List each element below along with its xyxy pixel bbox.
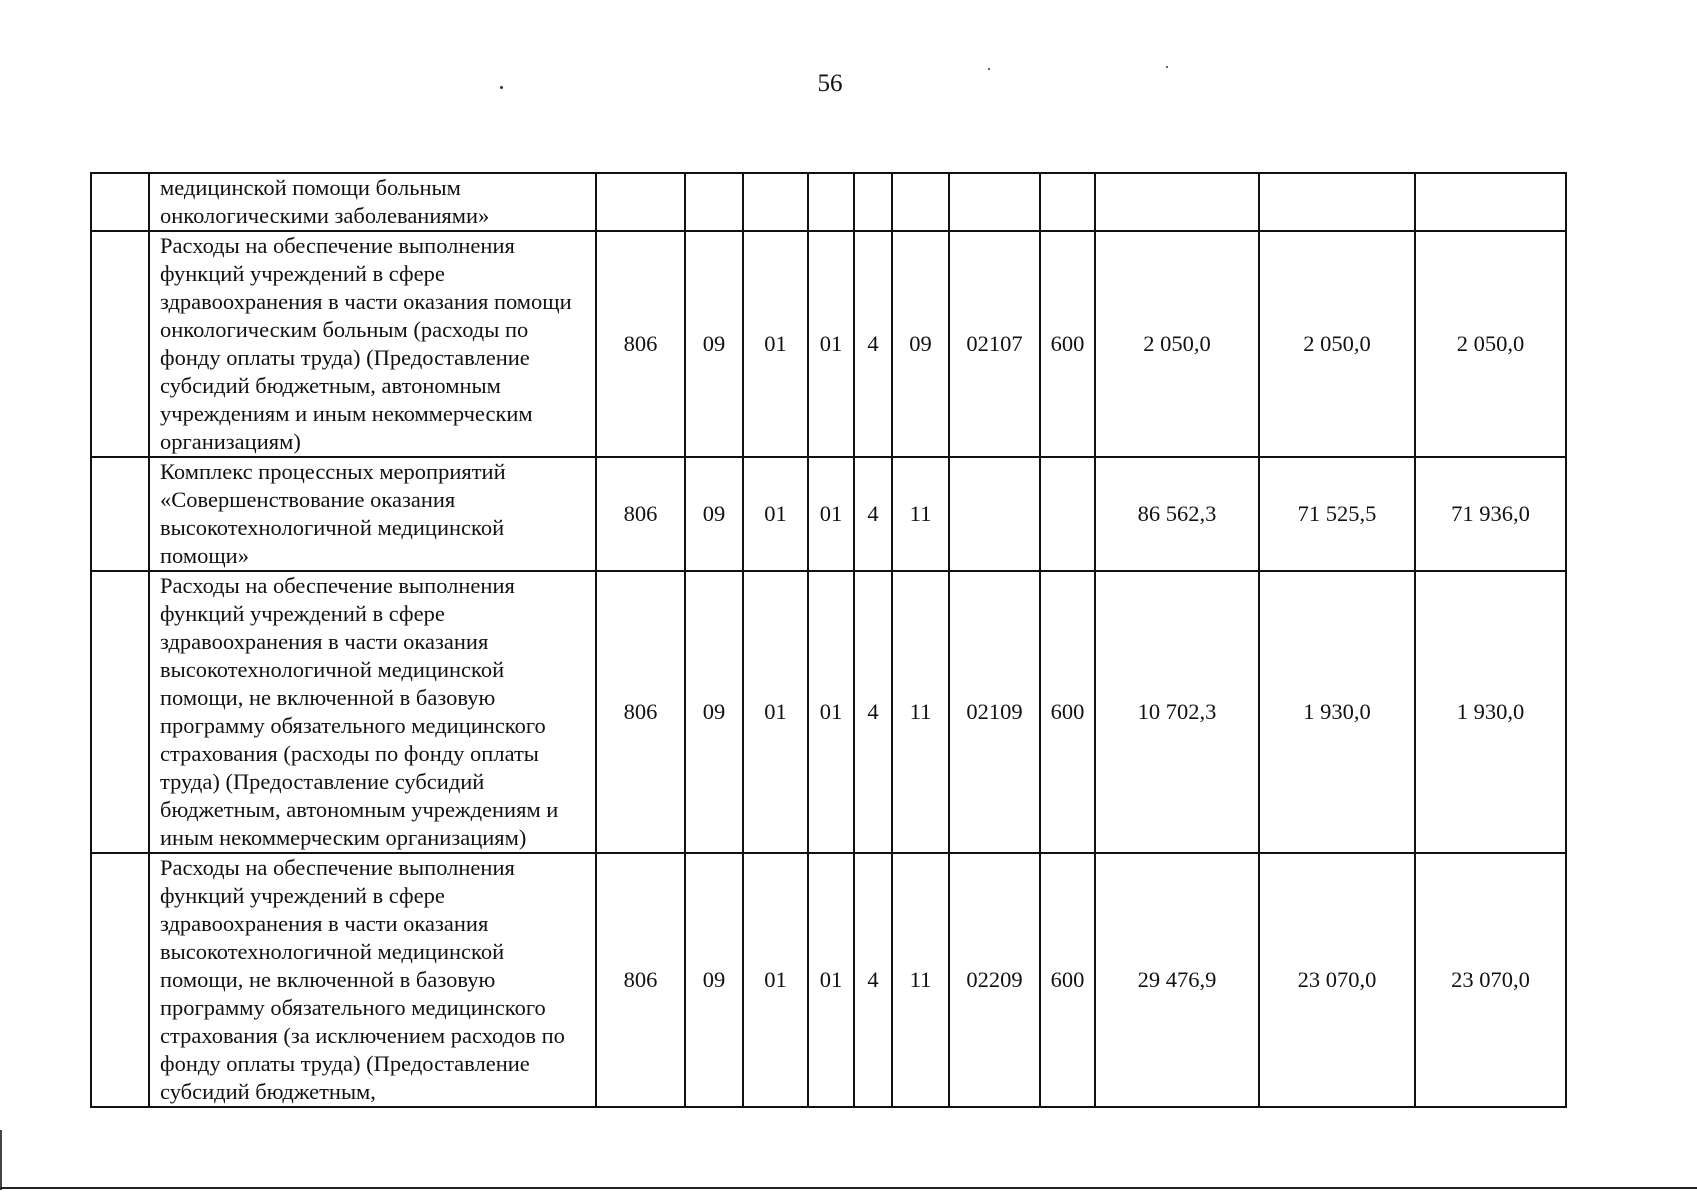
pr-cell: 01 xyxy=(743,853,808,1107)
amount-year2-cell: 23 070,0 xyxy=(1259,853,1415,1107)
rz-cell: 09 xyxy=(685,231,743,457)
csr-complex-cell: 11 xyxy=(892,853,949,1107)
budget-table xyxy=(90,172,1567,1108)
row-number-cell xyxy=(91,457,149,571)
pr-cell: 01 xyxy=(743,571,808,853)
rz-cell: 09 xyxy=(685,571,743,853)
amount-year3-cell: 2 050,0 xyxy=(1415,231,1566,457)
amount-year1-cell: 10 702,3 xyxy=(1095,571,1259,853)
csr-type-cell: 4 xyxy=(854,231,892,457)
ved-cell: 806 xyxy=(596,231,685,457)
table-row xyxy=(91,853,1566,1107)
amount-year3-cell: 71 936,0 xyxy=(1415,457,1566,571)
csr-program-cell: 01 xyxy=(808,853,854,1107)
amount-year2-cell xyxy=(1259,173,1415,231)
csr-direction-cell: 02109 xyxy=(949,571,1040,853)
vr-cell xyxy=(1040,457,1095,571)
vr-cell: 600 xyxy=(1040,571,1095,853)
description-cell: медицинской помощи больным онкологическими заболеваниями» xyxy=(149,173,596,231)
pr-cell: 01 xyxy=(743,231,808,457)
csr-direction-cell: 02209 xyxy=(949,853,1040,1107)
csr-complex-cell: 09 xyxy=(892,231,949,457)
scan-speck xyxy=(988,68,990,70)
csr-complex-cell xyxy=(892,173,949,231)
amount-year1-cell: 2 050,0 xyxy=(1095,231,1259,457)
table-row xyxy=(91,571,1566,853)
csr-type-cell: 4 xyxy=(854,457,892,571)
csr-direction-cell xyxy=(949,173,1040,231)
table-row xyxy=(91,231,1566,457)
vr-cell: 600 xyxy=(1040,853,1095,1107)
csr-direction-cell: 02107 xyxy=(949,231,1040,457)
scan-bottom-line xyxy=(0,1187,1697,1189)
table-row xyxy=(91,457,1566,571)
amount-year3-cell xyxy=(1415,173,1566,231)
row-number-cell xyxy=(91,231,149,457)
amount-year1-cell xyxy=(1095,173,1259,231)
vr-cell: 600 xyxy=(1040,231,1095,457)
csr-type-cell: 4 xyxy=(854,853,892,1107)
csr-type-cell: 4 xyxy=(854,571,892,853)
pr-cell xyxy=(743,173,808,231)
amount-year2-cell: 1 930,0 xyxy=(1259,571,1415,853)
amount-year1-cell: 29 476,9 xyxy=(1095,853,1259,1107)
description-cell: Комплекс процессных мероприятий «Совершенствование оказания высокотехнологичной медицинской помощи» xyxy=(149,457,596,571)
csr-type-cell xyxy=(854,173,892,231)
scan-speck xyxy=(1166,66,1168,68)
page-number: 56 xyxy=(817,70,843,97)
amount-year3-cell: 23 070,0 xyxy=(1415,853,1566,1107)
rz-cell xyxy=(685,173,743,231)
description-cell: Расходы на обеспечение выполнения функций учреждений в сфере здравоохранения в части оказания высокотехнологичной медицинской помощи, не включенной в базовую программу обязательного медицинского страхования (за исключением расходов по фонду оплаты труда) (Предоставление субсидий бюджетным, xyxy=(149,853,596,1107)
ved-cell: 806 xyxy=(596,457,685,571)
pr-cell: 01 xyxy=(743,457,808,571)
vr-cell xyxy=(1040,173,1095,231)
csr-program-cell: 01 xyxy=(808,457,854,571)
csr-direction-cell xyxy=(949,457,1040,571)
ved-cell xyxy=(596,173,685,231)
ved-cell: 806 xyxy=(596,853,685,1107)
scan-edge-mark xyxy=(0,1130,2,1190)
description-cell: Расходы на обеспечение выполнения функций учреждений в сфере здравоохранения в части оказания высокотехнологичной медицинской помощи, не включенной в базовую программу обязательного медицинского страхования (расходы по фонду оплаты труда) (Предоставление субсидий бюджетным, автономным учреждениям и иным некоммерческим организациям) xyxy=(149,571,596,853)
table-row xyxy=(91,173,1566,231)
csr-program-cell: 01 xyxy=(808,571,854,853)
amount-year3-cell: 1 930,0 xyxy=(1415,571,1566,853)
scan-speck xyxy=(500,86,503,89)
csr-complex-cell: 11 xyxy=(892,571,949,853)
rz-cell: 09 xyxy=(685,457,743,571)
csr-complex-cell: 11 xyxy=(892,457,949,571)
description-cell: Расходы на обеспечение выполнения функций учреждений в сфере здравоохранения в части оказания помощи онкологическим больным (расходы по фонду оплаты труда) (Предоставление субсидий бюджетным, автономным учреждениям и иным некоммерческим организациям) xyxy=(149,231,596,457)
amount-year2-cell: 2 050,0 xyxy=(1259,231,1415,457)
amount-year1-cell: 86 562,3 xyxy=(1095,457,1259,571)
csr-program-cell: 01 xyxy=(808,231,854,457)
row-number-cell xyxy=(91,571,149,853)
amount-year2-cell: 71 525,5 xyxy=(1259,457,1415,571)
row-number-cell xyxy=(91,173,149,231)
ved-cell: 806 xyxy=(596,571,685,853)
csr-program-cell xyxy=(808,173,854,231)
rz-cell: 09 xyxy=(685,853,743,1107)
row-number-cell xyxy=(91,853,149,1107)
